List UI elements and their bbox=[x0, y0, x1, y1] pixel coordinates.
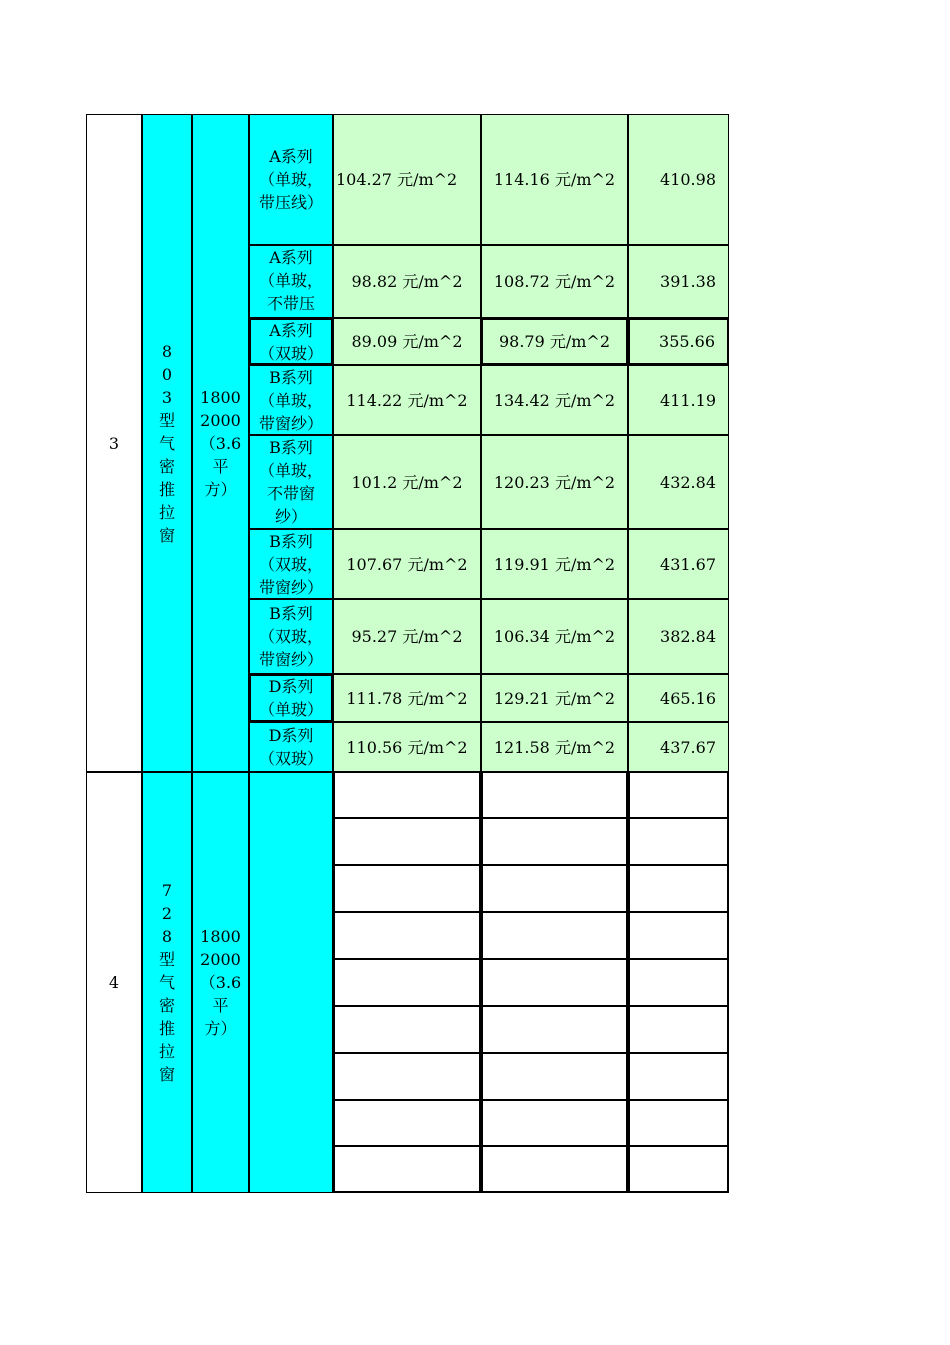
total-cell[interactable] bbox=[628, 722, 729, 772]
model-char: 气 bbox=[158, 433, 175, 453]
price-b: 120.23 元/m^2 bbox=[493, 472, 616, 492]
series-line: 带压线） bbox=[258, 193, 323, 212]
price-a: 98.82 元/m^2 bbox=[351, 272, 463, 291]
price-a: 114.22 元/m^2 bbox=[346, 390, 468, 410]
total: 431.67 bbox=[660, 554, 716, 574]
price-b-cell[interactable] bbox=[481, 318, 628, 365]
series-line: 带窗纱） bbox=[258, 650, 323, 669]
price-b-cell[interactable] bbox=[481, 529, 628, 599]
series-cell[interactable] bbox=[249, 365, 333, 435]
series-line: D系列 bbox=[268, 677, 314, 696]
price-a-cell[interactable] bbox=[333, 1145, 481, 1193]
series-line: A系列 bbox=[269, 147, 313, 166]
model-char: 型 bbox=[158, 950, 175, 969]
series-line: （双玻， bbox=[258, 627, 323, 646]
total: 391.38 bbox=[660, 272, 716, 291]
model-char: 7 bbox=[161, 881, 173, 900]
model-name-cell[interactable] bbox=[142, 114, 192, 772]
price-a-cell[interactable] bbox=[333, 771, 481, 819]
price-a: 95.27 元/m^2 bbox=[351, 627, 463, 646]
price-b-cell[interactable] bbox=[481, 245, 628, 318]
total: 382.84 bbox=[660, 627, 716, 646]
total-cell[interactable] bbox=[628, 1052, 729, 1101]
price-b: 121.58 元/m^2 bbox=[493, 737, 616, 757]
series-line: 纱） bbox=[274, 507, 307, 526]
price-a-cell[interactable] bbox=[333, 114, 481, 245]
series-line: （双玻） bbox=[258, 749, 323, 768]
size-line: 1800 bbox=[200, 927, 241, 946]
price-a-cell[interactable] bbox=[333, 674, 481, 722]
price-b: 106.34 元/m^2 bbox=[493, 627, 616, 646]
price-a: 89.09 元/m^2 bbox=[351, 332, 463, 351]
series-line: （单玻， bbox=[258, 271, 323, 290]
price-a: 101.2 元/m^2 bbox=[351, 472, 463, 492]
size-cell[interactable] bbox=[192, 114, 249, 772]
total-cell[interactable] bbox=[628, 599, 729, 674]
price-b-cell[interactable] bbox=[481, 722, 628, 772]
model-char: 3 bbox=[161, 387, 173, 407]
total-cell[interactable] bbox=[628, 817, 729, 866]
price-b: 134.42 元/m^2 bbox=[493, 390, 616, 410]
size-cell[interactable] bbox=[192, 771, 249, 1193]
model-char: 窗 bbox=[158, 525, 175, 545]
series-line: （双玻） bbox=[258, 343, 323, 363]
series-line: （单玻， bbox=[258, 390, 323, 410]
model-char: 8 bbox=[161, 341, 173, 361]
size-line: （3.6 bbox=[199, 433, 242, 453]
price-b: 129.21 元/m^2 bbox=[493, 688, 616, 708]
price-a-cell[interactable] bbox=[333, 1052, 481, 1101]
model-char: 密 bbox=[158, 996, 175, 1015]
series-line: （单玻） bbox=[258, 700, 323, 719]
series-cell[interactable] bbox=[249, 722, 333, 772]
price-b-cell[interactable] bbox=[481, 911, 628, 960]
size-line: 2000 bbox=[200, 410, 241, 430]
total-cell[interactable] bbox=[628, 771, 729, 819]
model-char: 0 bbox=[161, 364, 173, 384]
size-line: 2000 bbox=[200, 950, 241, 969]
series-line: （双玻， bbox=[258, 554, 323, 574]
price-a-cell[interactable] bbox=[333, 958, 481, 1007]
total-cell[interactable] bbox=[628, 1145, 729, 1193]
group-index-cell[interactable] bbox=[86, 114, 142, 772]
total-cell[interactable] bbox=[628, 435, 729, 529]
total: 465.16 bbox=[660, 688, 716, 708]
series-line: A系列 bbox=[269, 248, 313, 267]
model-char: 密 bbox=[158, 456, 175, 476]
price-a: 104.27 元/m^2 bbox=[336, 170, 458, 189]
total-cell[interactable] bbox=[628, 1099, 729, 1147]
series-line: B系列 bbox=[269, 367, 313, 387]
series-line: A系列 bbox=[269, 320, 313, 340]
price-a-cell[interactable] bbox=[333, 722, 481, 772]
series-cell[interactable] bbox=[249, 771, 333, 1193]
model-char: 型 bbox=[158, 410, 175, 430]
group-index-cell[interactable] bbox=[86, 771, 142, 1193]
price-b-cell[interactable] bbox=[481, 1052, 628, 1101]
price-b-cell[interactable] bbox=[481, 817, 628, 866]
series-line: 不带压 bbox=[266, 294, 315, 313]
model-char: 气 bbox=[158, 973, 175, 992]
model-char: 2 bbox=[161, 904, 173, 923]
total-cell[interactable] bbox=[628, 958, 729, 1007]
price-a-cell[interactable] bbox=[333, 1005, 481, 1054]
series-line: 带窗纱） bbox=[258, 413, 323, 433]
price-a-cell[interactable] bbox=[333, 1099, 481, 1147]
series-line: B系列 bbox=[269, 438, 313, 457]
total: 355.66 bbox=[659, 332, 715, 351]
price-a: 111.78 元/m^2 bbox=[346, 688, 468, 708]
series-cell[interactable] bbox=[249, 674, 333, 722]
total: 437.67 bbox=[660, 737, 716, 757]
model-char: 拉 bbox=[158, 502, 175, 522]
series-cell[interactable] bbox=[249, 435, 333, 529]
price-a-cell[interactable] bbox=[333, 817, 481, 866]
price-a-cell[interactable] bbox=[333, 245, 481, 318]
price-a-cell[interactable] bbox=[333, 435, 481, 529]
total-cell[interactable] bbox=[628, 365, 729, 435]
size-line: 平 bbox=[212, 996, 229, 1015]
price-a-cell[interactable] bbox=[333, 318, 481, 365]
price-a-cell[interactable] bbox=[333, 365, 481, 435]
model-char: 窗 bbox=[158, 1065, 175, 1084]
size-line: 1800 bbox=[200, 387, 241, 407]
series-line: （单玻， bbox=[258, 170, 323, 189]
group-index: 3 bbox=[108, 433, 120, 453]
series-line: B系列 bbox=[269, 604, 313, 623]
price-b: 98.79 元/m^2 bbox=[498, 332, 611, 351]
series-line: B系列 bbox=[269, 531, 313, 551]
price-b-cell[interactable] bbox=[481, 435, 628, 529]
price-b: 119.91 元/m^2 bbox=[493, 554, 616, 574]
price-b: 108.72 元/m^2 bbox=[493, 272, 616, 291]
model-char: 拉 bbox=[158, 1042, 175, 1061]
price-a: 110.56 元/m^2 bbox=[346, 737, 468, 757]
series-cell[interactable] bbox=[249, 599, 333, 674]
total-cell[interactable] bbox=[628, 114, 729, 245]
series-line: （单玻， bbox=[258, 461, 323, 480]
total-cell[interactable] bbox=[628, 245, 729, 318]
total: 410.98 bbox=[660, 170, 716, 189]
model-char: 推 bbox=[158, 1019, 175, 1038]
series-line: D系列 bbox=[268, 726, 314, 745]
total-cell[interactable] bbox=[628, 529, 729, 599]
price-b-cell[interactable] bbox=[481, 599, 628, 674]
price-a-cell[interactable] bbox=[333, 864, 481, 913]
size-line: 方） bbox=[204, 1019, 237, 1038]
size-line: （3.6 bbox=[199, 973, 242, 992]
price-b-cell[interactable] bbox=[481, 771, 628, 819]
price-b-cell[interactable] bbox=[481, 864, 628, 913]
total-cell[interactable] bbox=[628, 911, 729, 960]
price-b-cell[interactable] bbox=[481, 674, 628, 722]
size-line: 平 bbox=[212, 456, 229, 476]
price-a-cell[interactable] bbox=[333, 599, 481, 674]
total-cell[interactable] bbox=[628, 674, 729, 722]
model-char: 8 bbox=[161, 927, 173, 946]
total: 411.19 bbox=[660, 390, 716, 410]
price-b-cell[interactable] bbox=[481, 1099, 628, 1147]
price-a-cell[interactable] bbox=[333, 911, 481, 960]
price-b-cell[interactable] bbox=[481, 1005, 628, 1054]
series-cell[interactable] bbox=[249, 114, 333, 245]
price-b-cell[interactable] bbox=[481, 958, 628, 1007]
model-char: 推 bbox=[158, 479, 175, 499]
total: 432.84 bbox=[660, 472, 716, 492]
price-b: 114.16 元/m^2 bbox=[493, 170, 616, 189]
series-cell[interactable] bbox=[249, 245, 333, 318]
price-b-cell[interactable] bbox=[481, 1145, 628, 1193]
series-line: 不带窗 bbox=[266, 484, 315, 503]
price-b-cell[interactable] bbox=[481, 114, 628, 245]
total-cell[interactable] bbox=[628, 864, 729, 913]
price-b-cell[interactable] bbox=[481, 365, 628, 435]
series-cell[interactable] bbox=[249, 318, 333, 365]
total-cell[interactable] bbox=[628, 1005, 729, 1054]
series-line: 带窗纱） bbox=[258, 577, 323, 597]
size-line: 方） bbox=[204, 479, 237, 499]
series-cell[interactable] bbox=[249, 529, 333, 599]
model-name-cell[interactable] bbox=[142, 771, 192, 1193]
price-a: 107.67 元/m^2 bbox=[346, 554, 468, 574]
group-index: 4 bbox=[108, 973, 120, 992]
price-a-cell[interactable] bbox=[333, 529, 481, 599]
total-cell[interactable] bbox=[628, 318, 729, 365]
